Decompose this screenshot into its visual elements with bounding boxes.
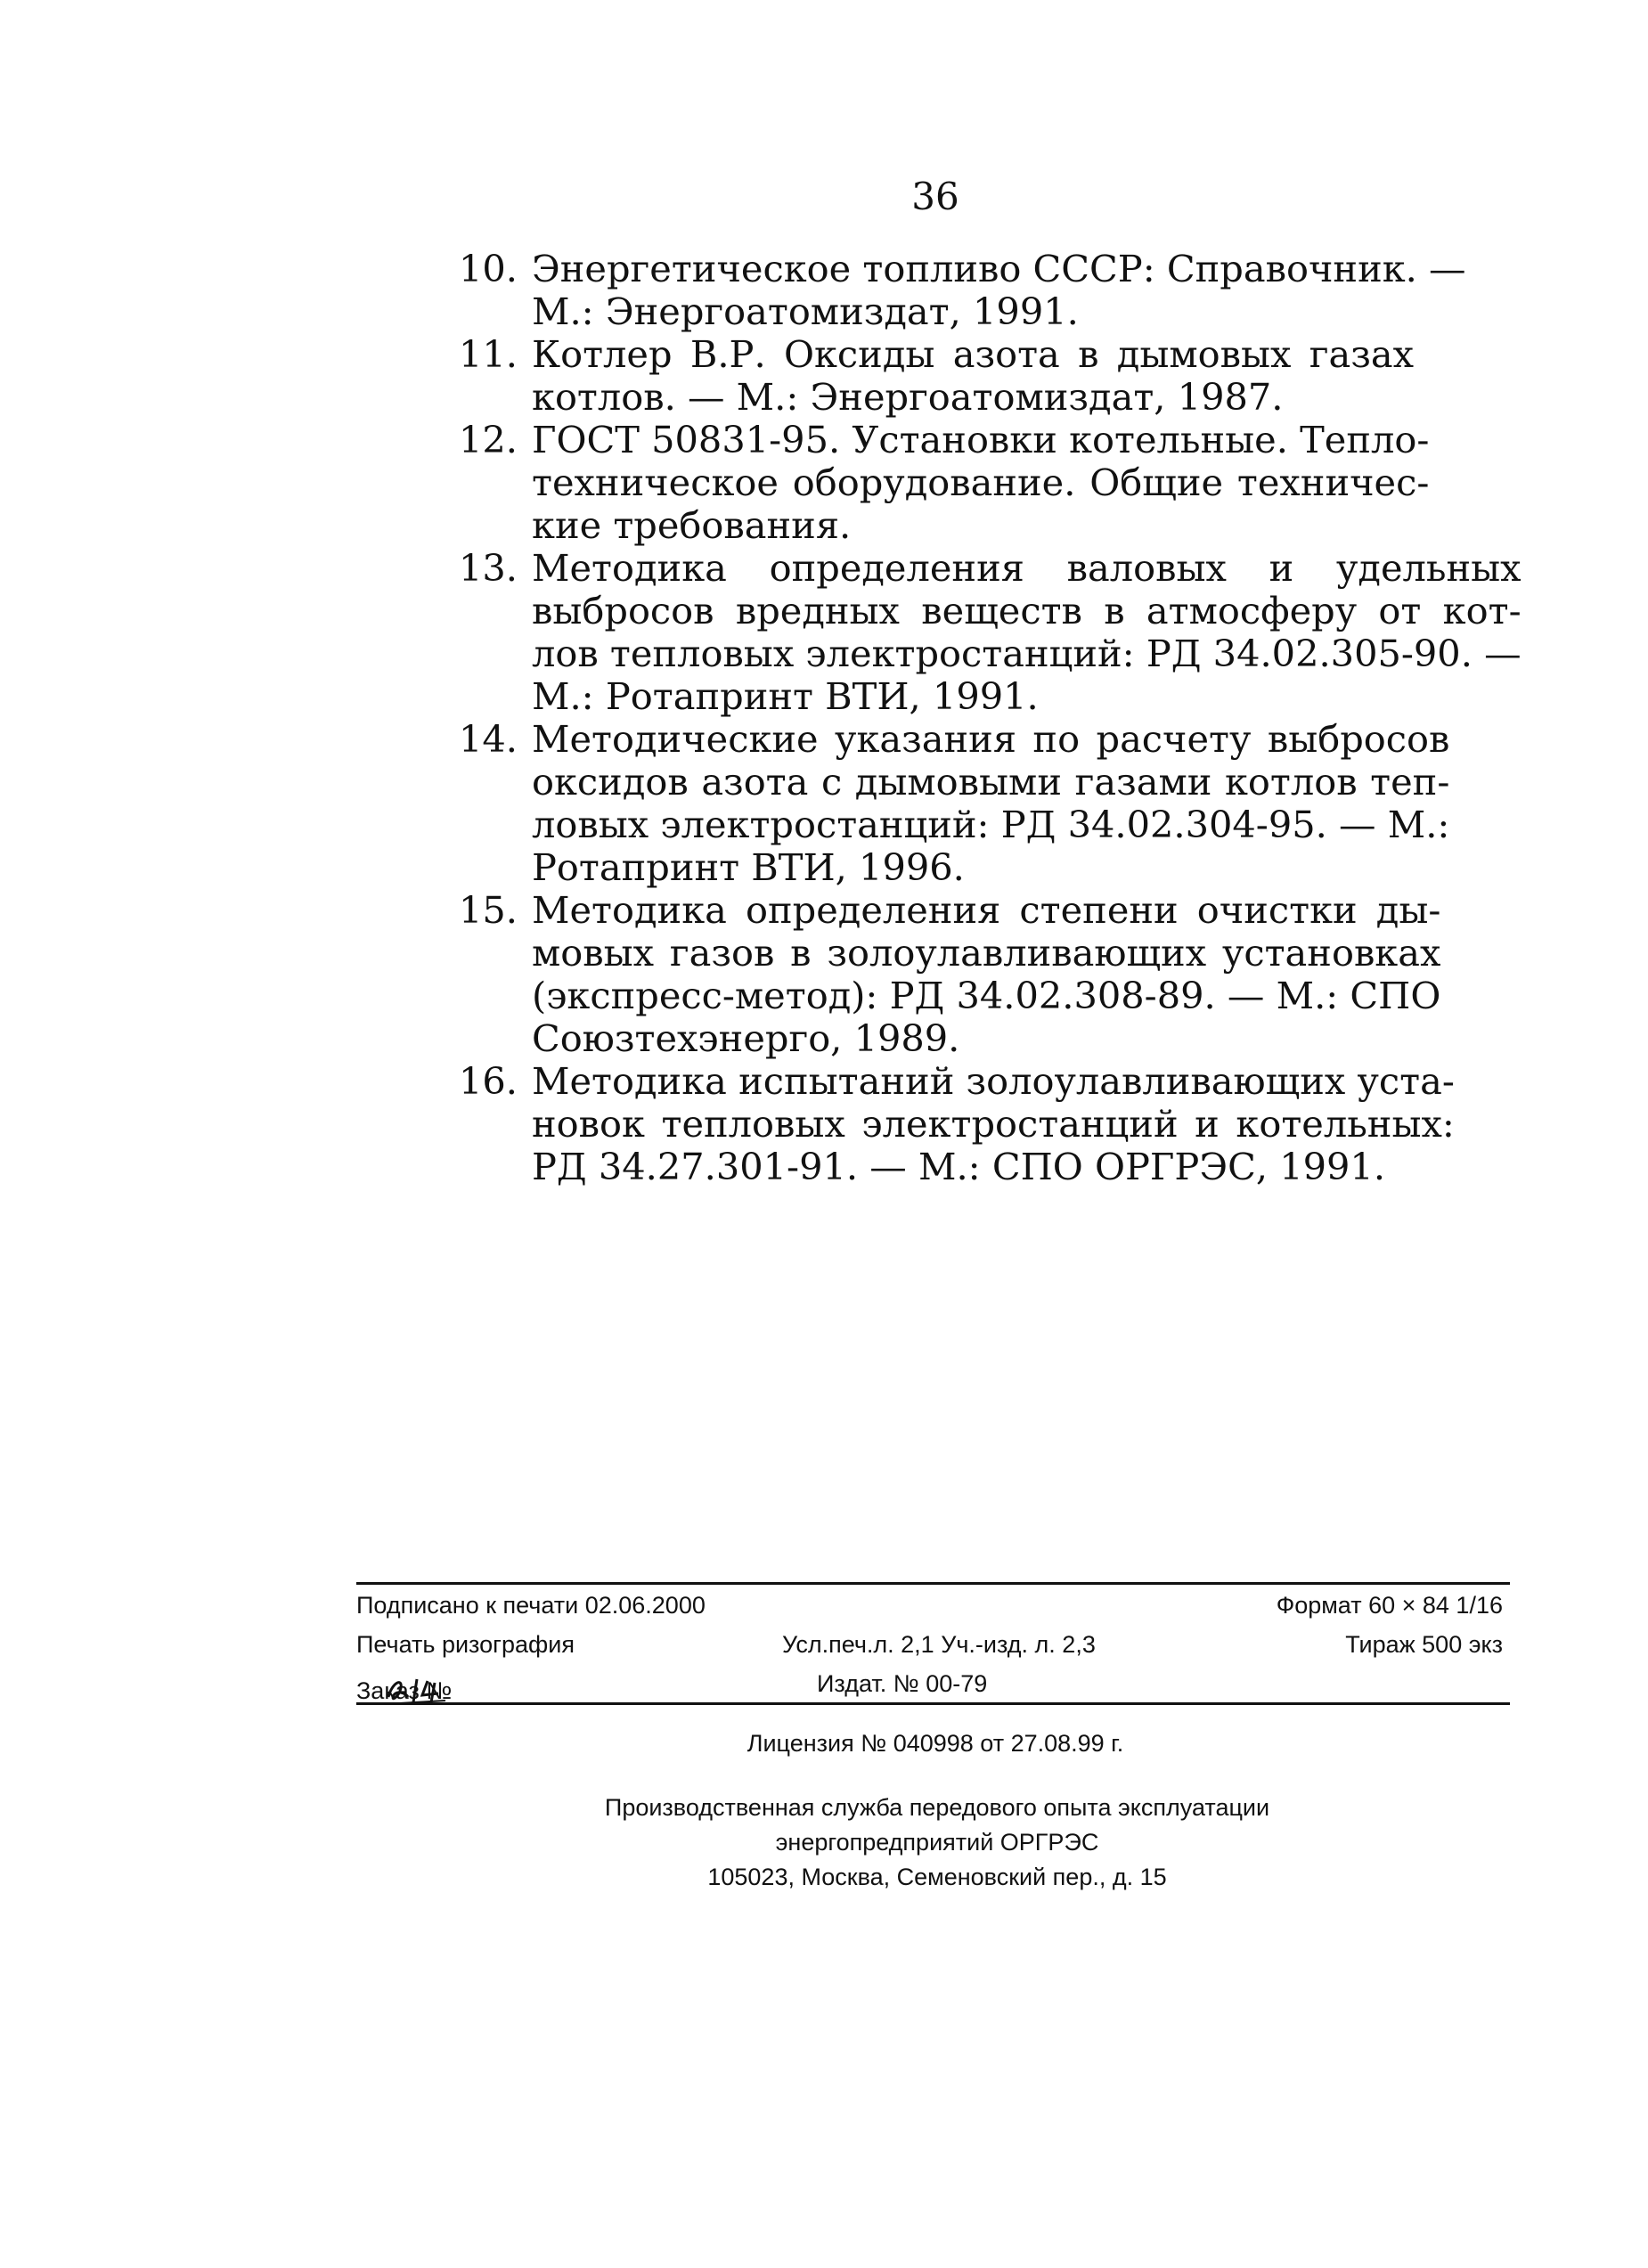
reference-text (532, 547, 1522, 718)
reference-line: Методические указания по расчету выбросов (532, 717, 1450, 761)
reference-line: выбросов вредных веществ в атмосферу от кот- (532, 589, 1522, 632)
reference-item (459, 333, 1414, 419)
reference-text (532, 889, 1440, 1060)
reference-item (459, 247, 1466, 333)
paper-format: Формат 60 × 84 1/16 (1276, 1592, 1503, 1619)
reference-number: 11. (459, 332, 518, 376)
order-label: Заказ № (356, 1677, 453, 1704)
imprint-block (356, 1582, 1510, 1705)
page-number: 36 (911, 175, 959, 218)
reference-item (459, 1059, 1455, 1188)
reference-line: техническое оборудование. Общие техничес- (532, 461, 1430, 504)
reference-text (532, 333, 1414, 419)
reference-line: кие требования. (532, 503, 852, 547)
printed-sheets: Усл.печ.л. 2,1 Уч.-изд. л. 2,3 (782, 1631, 1096, 1658)
organization-name-line1: Производственная служба передового опыта эксплуатации (604, 1794, 1270, 1821)
reference-line: котлов. — М.: Энергоатомиздат, 1987. (532, 375, 1284, 419)
reference-number: 13. (459, 546, 518, 590)
organization-name-line2: энергопредприятий ОРГРЭС (775, 1829, 1099, 1856)
print-method: Печать ризография (356, 1631, 575, 1658)
organization-block (0, 1791, 1648, 1895)
reference-item (459, 717, 1450, 889)
reference-item (459, 888, 1441, 1060)
reference-number: 16. (459, 1059, 518, 1103)
reference-line: лов тепловых электростанций: РД 34.02.305-90. — (532, 632, 1522, 675)
publisher-number: Издат. № 00-79 (817, 1670, 988, 1697)
reference-line: М.: Энергоатомиздат, 1991. (532, 290, 1079, 333)
reference-line: М.: Ротапринт ВТИ, 1991. (532, 674, 1039, 718)
imprint-bottom-rule (356, 1702, 1510, 1705)
reference-item (459, 546, 1522, 718)
reference-number: 14. (459, 717, 518, 761)
license-line: Лицензия № 040998 от 27.08.99 г. (746, 1730, 1124, 1757)
reference-text (532, 248, 1466, 333)
reference-line: Союзтехэнерго, 1989. (532, 1016, 960, 1060)
reference-line: Методика определения валовых и удельных (532, 546, 1522, 590)
print-run: Тираж 500 экз (1345, 1631, 1503, 1658)
reference-number: 12. (459, 418, 518, 461)
reference-item (459, 418, 1430, 547)
imprint-row (356, 1585, 1510, 1624)
reference-line: ГОСТ 50831-95. Установки котельные. Тепло- (532, 418, 1430, 461)
reference-line: Методика испытаний золоулавливающих уста- (532, 1059, 1455, 1103)
reference-text (532, 1060, 1455, 1188)
reference-line: Энергетическое топливо СССР: Справочник. — (532, 247, 1466, 290)
order-number (356, 1670, 454, 1708)
reference-line: (экспресс-метод): РД 34.02.308-89. — М.: СПО (532, 974, 1441, 1017)
reference-text (532, 718, 1449, 889)
reference-line: Методика определения степени очистки ды- (532, 888, 1441, 932)
reference-line: мовых газов в золоулавливающих установках (532, 931, 1441, 975)
reference-number: 10. (459, 247, 518, 290)
imprint-row (356, 1663, 1510, 1702)
reference-number: 15. (459, 888, 518, 932)
reference-line: РД 34.27.301-91. — М.: СПО ОРГРЭС, 1991. (532, 1145, 1386, 1188)
reference-line: ловых электростанций: РД 34.02.304-95. — М.: (532, 803, 1450, 846)
reference-line: новок тепловых электростанций и котельных: (532, 1102, 1455, 1146)
reference-line: оксидов азота с дымовыми газами котлов теп- (532, 760, 1450, 804)
reference-list (459, 247, 1522, 1188)
organization-address: 105023, Москва, Семеновский пер., д. 15 (707, 1864, 1167, 1890)
reference-text (532, 419, 1429, 547)
reference-line: Ротапринт ВТИ, 1996. (532, 845, 965, 889)
signed-to-print: Подписано к печати 02.06.2000 (356, 1592, 706, 1619)
reference-line: Котлер В.Р. Оксиды азота в дымовых газах (532, 332, 1414, 376)
imprint-row (356, 1624, 1510, 1663)
